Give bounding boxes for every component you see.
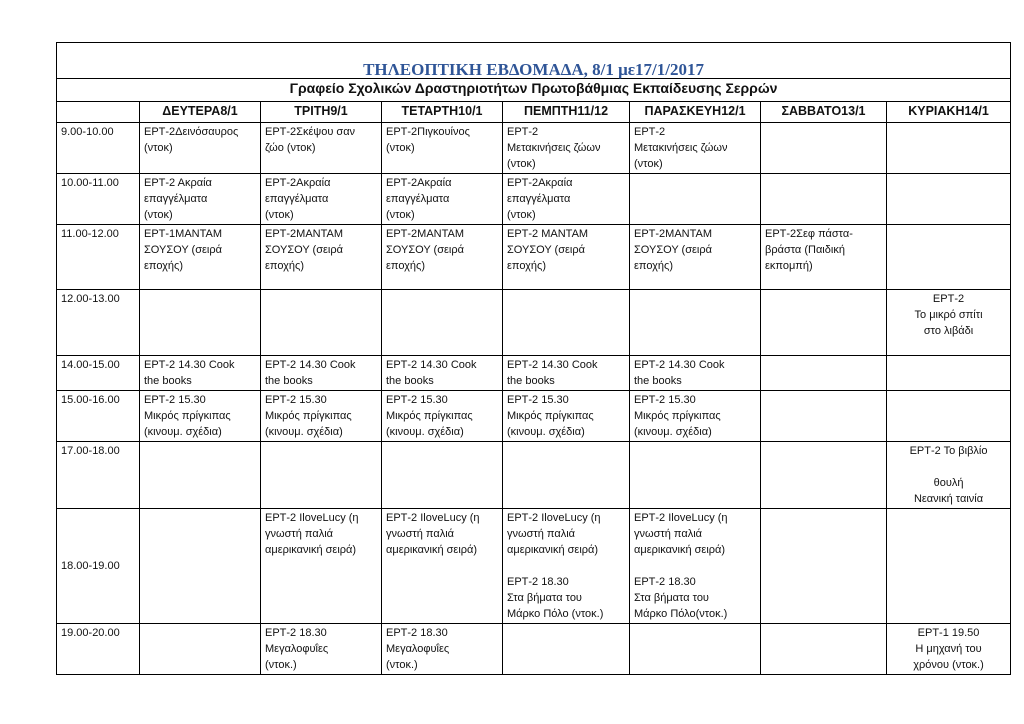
time-slot: 15.00-16.00: [57, 391, 140, 442]
schedule-cell: [887, 123, 1011, 174]
schedule-cell: [887, 509, 1011, 624]
schedule-cell: ΕΡΤ-2 IloveLucy (η γνωστή παλιά αμερικανική σειρά): [382, 509, 503, 624]
schedule-cell: ΕΡΤ-1 19.50 Η μηχανή του χρόνου (ντοκ.): [887, 624, 1011, 675]
subtitle-row: [57, 79, 1011, 102]
schedule-cell: [261, 442, 382, 509]
tv-schedule-table: [56, 42, 1011, 675]
schedule-cell: ΕΡΤ-2 14.30 Cook the books: [140, 356, 261, 391]
table-row: [57, 391, 1011, 442]
time-slot: 11.00-12.00: [57, 225, 140, 290]
schedule-cell: [503, 442, 630, 509]
schedule-cell: ΕΡΤ-2Πιγκουίνος (ντοκ): [382, 123, 503, 174]
schedule-cell: ΕΡΤ-2 14.30 Cook the books: [261, 356, 382, 391]
table-row: [57, 225, 1011, 290]
schedule-cell: ΕΡΤ-2 15.30 Μικρός πρίγκιπας (κινουμ. σχέδια): [503, 391, 630, 442]
page-subtitle: Γραφείο Σχολικών Δραστηριοτήτων Πρωτοβάθμιας Εκπαίδευσης Σερρών: [57, 79, 1011, 102]
table-row: [57, 442, 1011, 509]
schedule-cell: ΕΡΤ-2 Μετακινήσεις ζώων (ντοκ): [503, 123, 630, 174]
schedule-cell: ΕΡΤ-2ΜΑΝΤΑΜ ΣΟΥΣΟΥ (σειρά εποχής): [382, 225, 503, 290]
page-title: ΤΗΛΕΟΠΤΙΚΗ ΕΒΔΟΜΑΔΑ, 8/1 με17/1/2017: [57, 43, 1011, 79]
schedule-cell: [140, 624, 261, 675]
schedule-cell: ΕΡΤ-2ΜΑΝΤΑΜ ΣΟΥΣΟΥ (σειρά εποχής): [630, 225, 761, 290]
schedule-cell: [761, 509, 887, 624]
schedule-cell: ΕΡΤ-2 ΜΑΝΤΑΜ ΣΟΥΣΟΥ (σειρά εποχής): [503, 225, 630, 290]
schedule-cell: ΕΡΤ-2 14.30 Cook the books: [630, 356, 761, 391]
schedule-cell: [503, 624, 630, 675]
schedule-cell: ΕΡΤ-2 Μετακινήσεις ζώων (ντοκ): [630, 123, 761, 174]
day-header-row: [57, 102, 1011, 123]
schedule-cell: ΕΡΤ-2 15.30 Μικρός πρίγκιπας (κινουμ. σχέδια): [140, 391, 261, 442]
schedule-cell: [261, 290, 382, 356]
schedule-cell: [382, 290, 503, 356]
day-header-tuesday: ΤΡΙΤΗ9/1: [261, 102, 382, 123]
time-slot: 9.00-10.00: [57, 123, 140, 174]
schedule-cell: [140, 509, 261, 624]
time-slot: 17.00-18.00: [57, 442, 140, 509]
schedule-cell: ΕΡΤ-2 15.30 Μικρός πρίγκιπας (κινουμ. σχέδια): [630, 391, 761, 442]
time-slot: 12.00-13.00: [57, 290, 140, 356]
schedule-cell: ΕΡΤ-2 15.30 Μικρός πρίγκιπας (κινουμ. σχέδια): [261, 391, 382, 442]
table-row: [57, 290, 1011, 356]
schedule-cell: [140, 442, 261, 509]
schedule-cell: ΕΡΤ-2Σεφ πάστα- βράστα (Παιδική εκπομπή): [761, 225, 887, 290]
schedule-cell: ΕΡΤ-2 15.30 Μικρός πρίγκιπας (κινουμ. σχέδια): [382, 391, 503, 442]
schedule-cell: [630, 290, 761, 356]
schedule-cell: [630, 174, 761, 225]
schedule-cell: ΕΡΤ-2Ακραία επαγγέλματα (ντοκ): [503, 174, 630, 225]
schedule-cell: ΕΡΤ-2 14.30 Cook the books: [382, 356, 503, 391]
schedule-cell: [761, 356, 887, 391]
time-slot: 10.00-11.00: [57, 174, 140, 225]
schedule-cell: ΕΡΤ-2 14.30 Cook the books: [503, 356, 630, 391]
time-slot: 14.00-15.00: [57, 356, 140, 391]
table-row: [57, 174, 1011, 225]
schedule-cell: [887, 391, 1011, 442]
day-header-saturday: ΣΑΒΒΑΤΟ13/1: [761, 102, 887, 123]
schedule-cell: [761, 174, 887, 225]
schedule-cell: [887, 225, 1011, 290]
schedule-cell: [887, 174, 1011, 225]
title-row: [57, 43, 1011, 79]
table-row: [57, 123, 1011, 174]
schedule-cell: ΕΡΤ-2 18.30 Μεγαλοφυΐες (ντοκ.): [382, 624, 503, 675]
schedule-cell: ΕΡΤ-2 IloveLucy (η γνωστή παλιά αμερικανική σειρά) ΕΡΤ-2 18.30 Στα βήματα του Μάρκο Πόλο(ντοκ.): [630, 509, 761, 624]
schedule-cell: [887, 356, 1011, 391]
schedule-cell: ΕΡΤ-1ΜΑΝΤΑΜ ΣΟΥΣΟΥ (σειρά εποχής): [140, 225, 261, 290]
corner-cell: [57, 102, 140, 123]
schedule-cell: ΕΡΤ-2Ακραία επαγγέλματα (ντοκ): [382, 174, 503, 225]
day-header-monday: ΔΕΥΤΕΡΑ8/1: [140, 102, 261, 123]
day-header-sunday: ΚΥΡΙΑΚΗ14/1: [887, 102, 1011, 123]
schedule-cell: ΕΡΤ-2 Ακραία επαγγέλματα (ντοκ): [140, 174, 261, 225]
schedule-cell: ΕΡΤ-2 IloveLucy (η γνωστή παλιά αμερικανική σειρά) ΕΡΤ-2 18.30 Στα βήματα του Μάρκο Πόλο (ντοκ.): [503, 509, 630, 624]
schedule-cell: [630, 624, 761, 675]
day-header-friday: ΠΑΡΑΣΚΕΥΗ12/1: [630, 102, 761, 123]
schedule-cell: [382, 442, 503, 509]
schedule-cell: ΕΡΤ-2 Το βιβλίο θουλή Νεανική ταινία: [887, 442, 1011, 509]
schedule-cell: [140, 290, 261, 356]
day-header-thursday: ΠΕΜΠΤΗ11/12: [503, 102, 630, 123]
table-row: [57, 624, 1011, 675]
schedule-cell: ΕΡΤ-2 Το μικρό σπίτι στο λιβάδι: [887, 290, 1011, 356]
schedule-cell: ΕΡΤ-2Ακραία επαγγέλματα (ντοκ): [261, 174, 382, 225]
schedule-cell: [761, 624, 887, 675]
schedule-cell: ΕΡΤ-2ΜΑΝΤΑΜ ΣΟΥΣΟΥ (σειρά εποχής): [261, 225, 382, 290]
schedule-cell: [761, 442, 887, 509]
table-row: [57, 509, 1011, 624]
schedule-cell: ΕΡΤ-2 18.30 Μεγαλοφυΐες (ντοκ.): [261, 624, 382, 675]
time-slot: 18.00-19.00: [57, 509, 140, 624]
time-slot: 19.00-20.00: [57, 624, 140, 675]
schedule-cell: [503, 290, 630, 356]
schedule-cell: ΕΡΤ-2Δεινόσαυρος (ντοκ): [140, 123, 261, 174]
schedule-cell: ΕΡΤ-2 IloveLucy (η γνωστή παλιά αμερικανική σειρά): [261, 509, 382, 624]
schedule-cell: [761, 123, 887, 174]
schedule-cell: ΕΡΤ-2Σκέψου σαν ζώο (ντοκ): [261, 123, 382, 174]
table-row: [57, 356, 1011, 391]
schedule-cell: [761, 391, 887, 442]
schedule-cell: [630, 442, 761, 509]
schedule-cell: [761, 290, 887, 356]
day-header-wednesday: ΤΕΤΑΡΤΗ10/1: [382, 102, 503, 123]
